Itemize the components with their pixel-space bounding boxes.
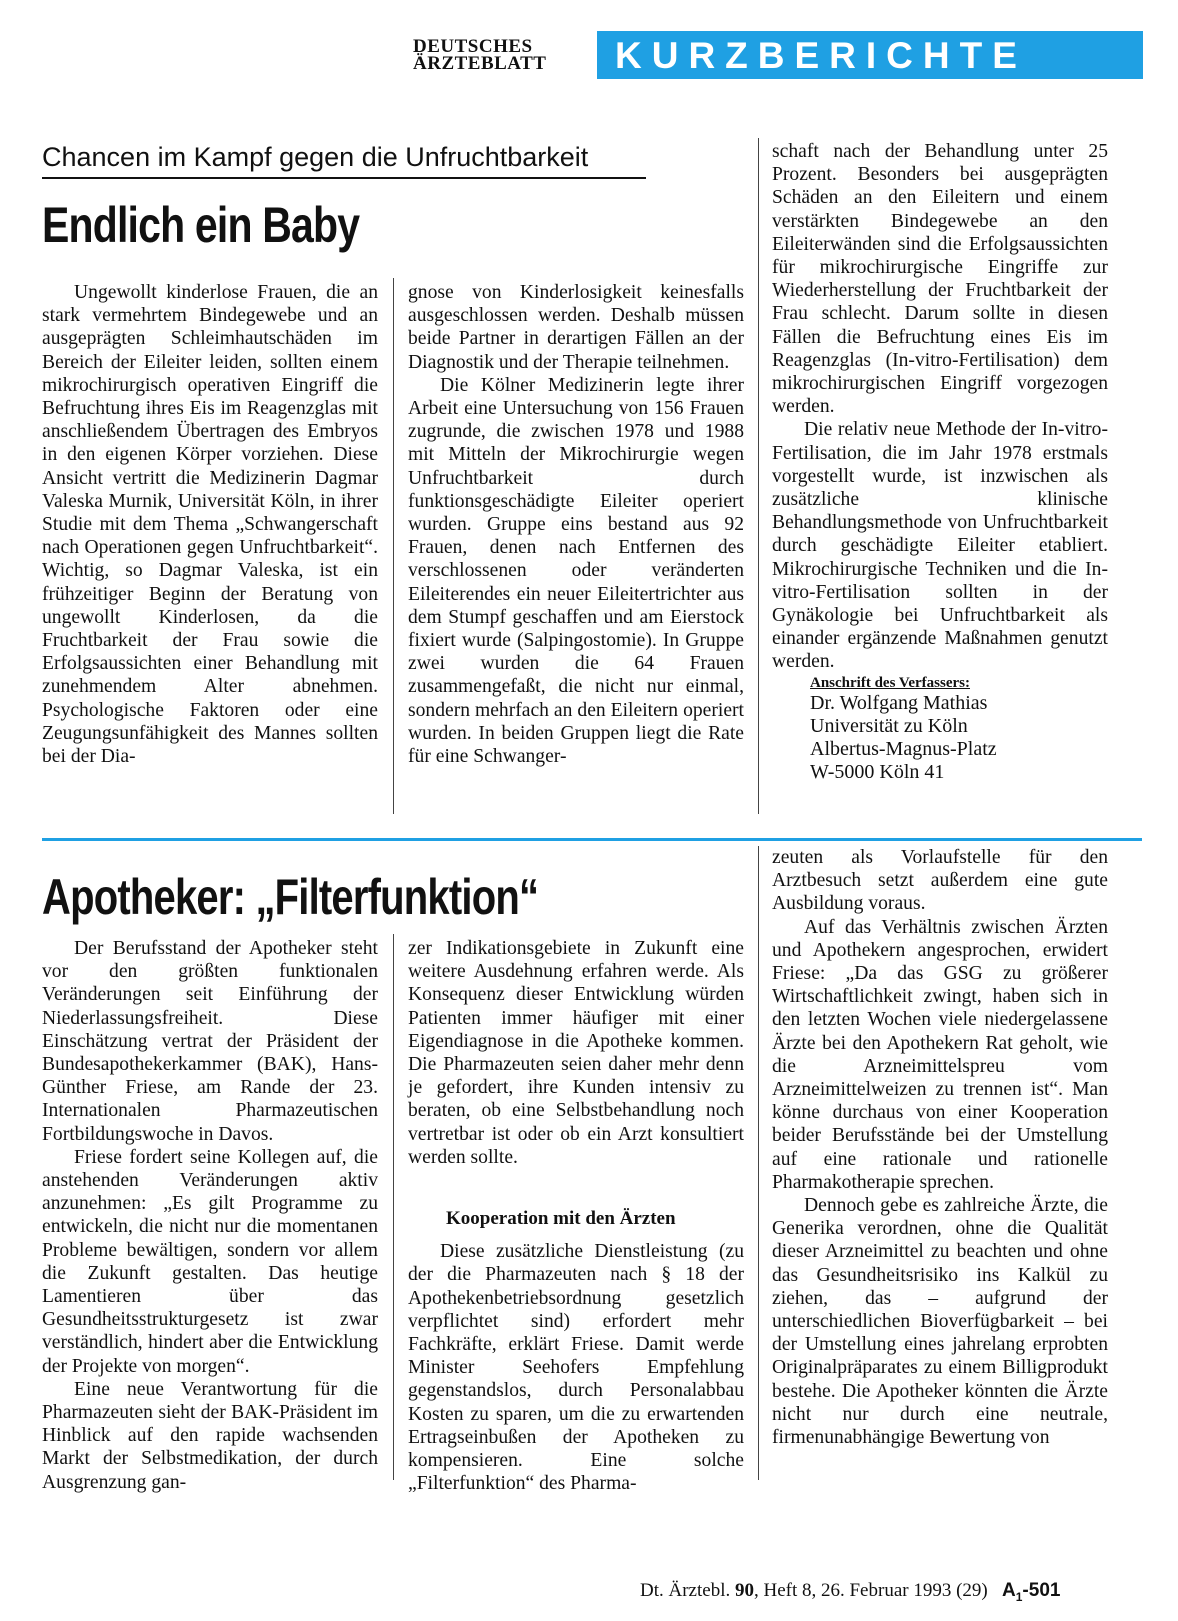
subheading: Kooperation mit den Ärzten	[446, 1208, 676, 1230]
folio-prefix: A	[1002, 1580, 1016, 1601]
article2-column-3	[772, 846, 1108, 1449]
paragraph: Auf das Verhältnis zwischen Ärzten und Apothekern angesprochen, erwidert Friese: „Da das GSG zu größerer Wirtschaftlichkeit zwingt, haben sich in den letzten Wochen viele niedergelassene Ärzte bei den Apothekern Rat geholt, wie die Arzneimittelspreu vom Arzneimittelweizen zu trennen ist“. Man könne durchaus von einer Kooperation beider Berufsstände bei der Umstellung auf eine rationale und rationelle Pharmakotherapie sprechen.	[772, 916, 1108, 1193]
address-line: W-5000 Köln 41	[810, 760, 945, 783]
section-title: KURZBERICHTE	[615, 35, 1027, 76]
paragraph: Die Kölner Medizinerin legte ihrer Arbeit eine Untersuchung von 156 Frauen zugrunde, die zwischen 1978 und 1988 mit Mitteln der Mikrochirurgie wegen Unfruchtbarkeit durch funktionsgeschädigte Eileiter operiert wurden. Gruppe eins bestand aus 92 Frauen, denen nach Entfernen des verschlossenen oder veränderten Eileiterendes ein neuer Eileitertrichter aus dem Stumpf geschaffen und am Eierstock fixiert wurde (Salpingostomie). In Gruppe zwei wurden die 64 Frauen zusammengefaßt, die nicht nur einmal, sondern mehrfach an den Eileitern operiert wurden. In beiden Gruppen liegt die Rate für eine Schwanger-	[408, 374, 744, 768]
paragraph: schaft nach der Behandlung unter 25 Prozent. Besonders bei ausgeprägten Schäden an den Eileitern und einem verstärkten Bindegewebe an den Eileiterwänden sind die Erfolgsaussichten für mikrochirurgische Eingriffe zur Wiederherstellung der Fruchtbarkeit der Frau schlecht. Darum sollte in diesen Fällen die Befruchtung eines Eis im Reagenzglas (In-vitro-Fertilisation) dem mikrochirurgischen Eingriff vorgezogen werden.	[772, 141, 1108, 418]
page-number	[1002, 1580, 1061, 1604]
column-rule	[393, 934, 394, 1480]
paragraph: Die relativ neue Methode der In-vitro-Fertilisation, die im Jahr 1978 erstmals vorgestellt wurde, ist inzwischen als zusätzliche klinische Behandlungsmethode von Unfruchtbarkeit durch geschädigte Eileiter etabliert. Mikrochirurgische Techniken und die In-vitro-Fertilisation sollten in der Gynäkologie bei Unfruchtbarkeit als einander ergänzende Maßnahmen genutzt werden.	[772, 419, 1108, 673]
paragraph: Eine neue Verantwortung für die Pharmazeuten sieht der BAK-Präsident im Hinblick auf den rapide wachsenden Markt der Selbstmedikation, der durch Ausgrenzung gan-	[42, 1378, 378, 1493]
column-rule	[393, 278, 394, 814]
citation-prefix: Dt. Ärztebl.	[640, 1580, 735, 1601]
logo-line-2: ÄRZTEBLATT	[413, 53, 547, 74]
article1-headline: Endlich ein Baby	[42, 197, 360, 253]
paragraph: gnose von Kinderlosigkeit keinesfalls ausgeschlossen werden. Deshalb müssen beide Partner in derartigen Fällen an der Diagnostik und der Therapie teilnehmen.	[408, 282, 744, 373]
address-line: Albertus-Magnus-Platz	[810, 737, 997, 760]
article2-headline: Apotheker: „Filterfunktion“	[42, 869, 539, 925]
article1-column-2	[408, 281, 744, 768]
article1-column-1	[42, 281, 378, 768]
address-line: Universität zu Köln	[810, 714, 968, 737]
journal-logo	[413, 38, 583, 72]
article1-column-3	[772, 140, 1108, 784]
folio-page: -501	[1022, 1580, 1061, 1601]
paragraph: Der Berufsstand der Apotheker steht vor den größten funktionalen Veränderungen seit Einführung der Niederlassungsfreiheit. Diese Einschätzung vertrat der Präsident der Bundesapothekerkammer (BAK), Hans-Günther Friese, am Rande der 23. Internationalen Pharmazeutischen Fortbildungswoche in Davos.	[42, 938, 378, 1145]
address-line: Dr. Wolfgang Mathias	[810, 691, 988, 714]
paragraph: Diese zusätzliche Dienstleistung (zu der die Pharmazeuten nach § 18 der Apothekenbetriebsordnung gesetzlich verpflichtet sind) erfordert mehr Fachkräfte, erklärt Friese. Damit werde Minister Seehofers Empfehlung gegenstandslos, durch Personalabbau Kosten zu sparen, um die zu erwartenden Ertragseinbußen der Apotheken zu kompensieren. Eine solche „Filterfunktion“ des Pharma-	[408, 1241, 744, 1495]
paragraph: Ungewollt kinderlose Frauen, die an stark vermehrtem Bindegewebe und an ausgeprägten Schleimhautschäden im Bereich der Eileiter leiden, sollten einem mikrochirurgisch operativen Eingriff die Befruchtung ihres Eis im Reagenzglas mit anschließendem Übertragen des Embryos in den eigenen Körper vorziehen. Diese Ansicht vertritt die Medizinerin Dagmar Valeska Murnik, Universität Köln, in ihrer Studie mit dem Thema „Schwangerschaft nach Operationen gegen Unfruchtbarkeit“. Wichtig, so Dagmar Valeska, ist ein frühzeitiger Beginn der Beratung von ungewollt Kinderlosen, da die Fruchtbarkeit der Frau sowie die Erfolgsaussichten einer Behandlung mit zunehmendem Alter abnehmen. Psychologische Faktoren oder eine Zeugungsunfähigkeit des Mannes sollten bei der Dia-	[42, 282, 378, 768]
paragraph: Dennoch gebe es zahlreiche Ärzte, die Generika verordnen, ohne die Qualität dieser Arzneimittel zu beachten und ohne das Gesundheitsrisiko ins Kalkül zu ziehen, das – aufgrund der unterschiedlichen Bioverfügbarkeit – bei der Umstellung eines jahrelang erprobten Originalpräparates zu einem Billigprodukt bestehe. Die Apotheker könnten die Ärzte nicht nur durch eine neutrale, firmenunabhängige Bewertung von	[772, 1195, 1108, 1449]
logo-line-1: DEUTSCHES	[413, 36, 533, 57]
paragraph: zeuten als Vorlaufstelle für den Arztbesuch setzt außerdem eine gute Ausbildung voraus.	[772, 847, 1108, 915]
section-banner	[597, 31, 1143, 79]
article1-kicker: Chancen im Kampf gegen die Unfruchtbarkeit	[42, 142, 646, 179]
article2-column-2	[408, 937, 744, 1495]
folio-subscript: 1	[1015, 1589, 1023, 1604]
page-footer	[640, 1580, 1060, 1604]
column-rule	[758, 846, 759, 1480]
paragraph: zer Indikationsgebiete in Zukunft eine weitere Ausdehnung erfahren werde. Als Konsequenz dieser Entwicklung würden Patienten immer häufiger mit einer Eigendiagnose in die Apotheke kommen. Die Pharmazeuten seien daher mehr denn je gefordert, ihre Kunden intensiv zu beraten, ob eine Selbstbehandlung noch vertretbar ist oder ob ein Arzt konsultiert werden sollte.	[408, 938, 744, 1168]
article2-column-1	[42, 937, 378, 1494]
article-separator	[42, 838, 1142, 841]
paragraph: Friese fordert seine Kollegen auf, die anstehenden Veränderungen aktiv anzunehmen: „Es gilt Programme zu entwickeln, die nicht nur die momentanen Probleme bewältigen, sondern vor allem die Zukunft gestalten. Das heutige Lamentieren über das Gesundheitsstrukturgesetz ist zwar verständlich, hindert aber die Entwicklung der Projekte von morgen“.	[42, 1146, 378, 1377]
address-label: Anschrift des Verfassers:	[810, 674, 970, 691]
column-rule	[758, 138, 759, 814]
volume-number: 90	[734, 1580, 754, 1601]
citation-suffix: , Heft 8, 26. Februar 1993 (29)	[753, 1580, 988, 1601]
